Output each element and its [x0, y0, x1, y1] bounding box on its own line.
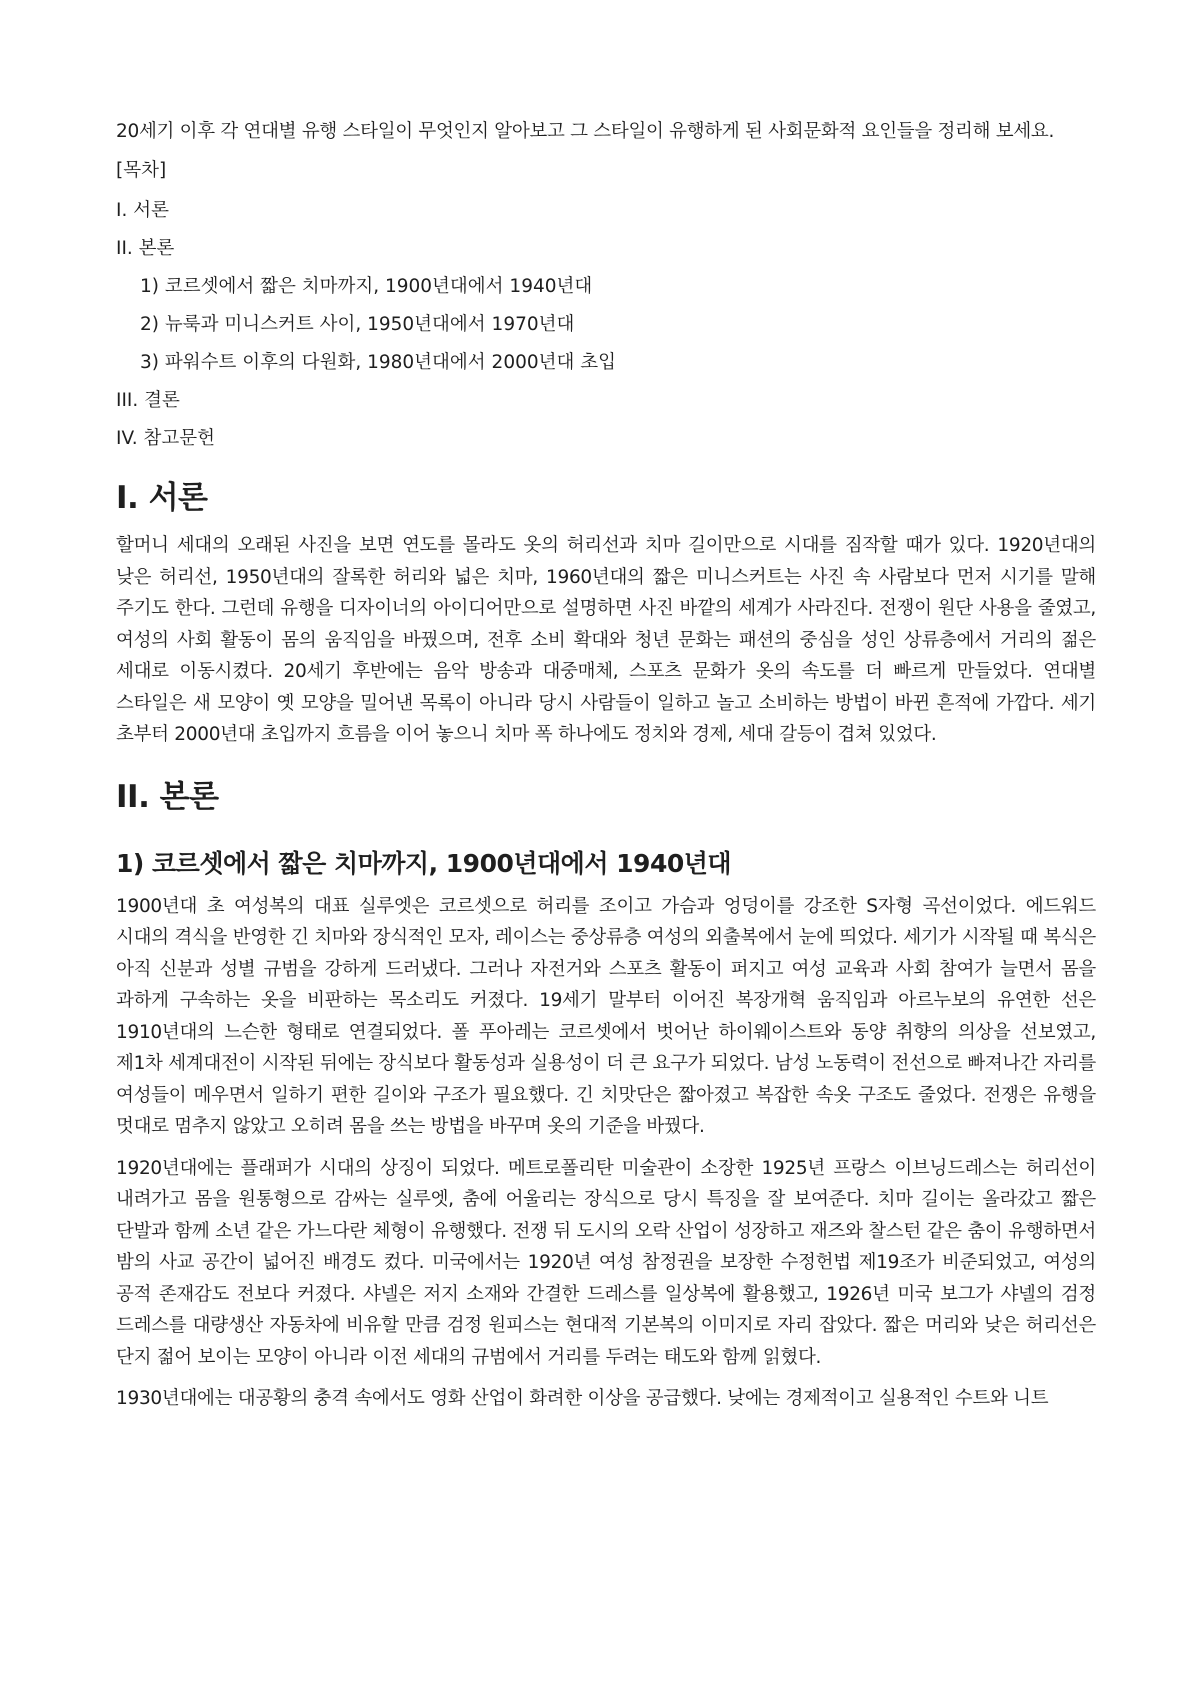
intro-paragraph: 할머니 세대의 오래된 사진을 보면 연도를 몰라도 옷의 허리선과 치마 길이만으로 시대를 짐작할 때가 있다. 1920년대의 낮은 허리선, 1950년대의 잘록한 허리와 넓은 치마, 1960년대의 짧은 미니스커트는 사진 속 사람보다 먼저 시기를 말해 주기도 한다. 그런데 유행을 디자이너의 아이디어만으로 설명하면 사진 바깥의 세계가 사라진다. 전쟁이 원단 사용을 줄였고, 여성의 사회 활동이 몸의 움직임을 바꿨으며, 전후 소비 확대와 청년 문화는 패션의 중심을 성인 상류층에서 거리의 젊은 세대로 이동시켰다. 20세기 후반에는 음악 방송과 대중매체, 스포츠 문화가 옷의 속도를 더 빠르게 만들었다. 연대별 스타일은 새 모양이 옛 모양을 밀어낸 목록이 아니라 당시 사람들이 일하고 놀고 소비하는 방법이 바뀐 흔적에 가깝다. 세기 초부터 2000년대 초입까지 흐름을 이어 놓으니 치마 폭 하나에도 정치와 경제, 세대 갈등이 겹쳐 있었다.	[116, 535, 1096, 745]
subsection-1-heading: 1) 코르셋에서 짧은 치마까지, 1900년대에서 1940년대	[116, 848, 732, 878]
subsection-1-paragraph-3: 1930년대에는 대공황의 충격 속에서도 영화 산업이 화려한 이상을 공급했다. 낮에는 경제적이고 실용적인 수트와 니트	[116, 1388, 1049, 1409]
toc-item-body	[116, 236, 1096, 262]
toc-sub-group	[116, 274, 1096, 376]
toc-item-intro: I. 서론	[116, 200, 169, 221]
intro-heading: I. 서론	[116, 480, 208, 516]
toc-sub-item-1: 1) 코르셋에서 짧은 치마까지, 1900년대에서 1940년대	[140, 276, 593, 297]
assignment-question: 20세기 이후 각 연대별 유행 스타일이 무엇인지 알아보고 그 스타일이 유행하게 된 사회문화적 요인들을 정리해 보세요.	[116, 121, 1055, 142]
table-of-contents	[116, 158, 1096, 452]
toc-sub-item-3: 3) 파워수트 이후의 다원화, 1980년대에서 2000년대 초입	[140, 352, 616, 373]
toc-sub-item-2: 2) 뉴룩과 미니스커트 사이, 1950년대에서 1970년대	[140, 314, 575, 335]
toc-item-references: IV. 참고문헌	[116, 428, 215, 449]
toc-item-conclusion: III. 결론	[116, 390, 180, 411]
toc-item-body-label: II. 본론	[116, 238, 175, 259]
body-heading: II. 본론	[116, 778, 219, 815]
toc-sub-list	[116, 274, 1096, 376]
toc-list	[116, 198, 1096, 452]
subsection-1-paragraph-2: 1920년대에는 플래퍼가 시대의 상징이 되었다. 메트로폴리탄 미술관이 소장한 1925년 프랑스 이브닝드레스는 허리선이 내려가고 몸을 원통형으로 감싸는 실루엣, 춤에 어울리는 장식으로 당시 특징을 잘 보여준다. 치마 길이는 올라갔고 짧은 단발과 함께 소년 같은 가느다란 체형이 유행했다. 전쟁 뒤 도시의 오락 산업이 성장하고 재즈와 찰스턴 같은 춤이 유행하면서 밤의 사교 공간이 넓어진 배경도 컸다. 미국에서는 1920년 여성 참정권을 보장한 수정헌법 제19조가 비준되었고, 여성의 공적 존재감도 전보다 커졌다. 샤넬은 저지 소재와 간결한 드레스를 일상복에 활용했고, 1926년 미국 보그가 샤넬의 검정 드레스를 대량생산 자동차에 비유할 만큼 검정 원피스는 현대적 기본복의 이미지로 자리 잡았다. 짧은 머리와 낮은 허리선은 단지 젊어 보이는 모양이 아니라 이전 세대의 규범에서 거리를 두려는 태도와 함께 읽혔다.	[116, 1157, 1096, 1368]
toc-title: [목차]	[116, 160, 167, 181]
subsection-1-paragraph-1: 1900년대 초 여성복의 대표 실루엣은 코르셋으로 허리를 조이고 가슴과 엉덩이를 강조한 S자형 곡선이었다. 에드워드 시대의 격식을 반영한 긴 치마와 장식적인 모자, 레이스는 중상류층 여성의 외출복에서 눈에 띄었다. 세기가 시작될 때 복식은 아직 신분과 성별 규범을 강하게 드러냈다. 그러나 자전거와 스포츠 활동이 퍼지고 여성 교육과 사회 참여가 늘면서 몸을 과하게 구속하는 옷을 비판하는 목소리도 커졌다. 19세기 말부터 이어진 복장개혁 움직임과 아르누보의 유연한 선은 1910년대의 느슨한 형태로 연결되었다. 폴 푸아레는 코르셋에서 벗어난 하이웨이스트와 동양 취향의 의상을 선보였고, 제1차 세계대전이 시작된 뒤에는 장식보다 활동성과 실용성이 더 큰 요구가 되었다. 남성 노동력이 전선으로 빠져나간 자리를 여성들이 메우면서 일하기 편한 길이와 구조가 필요했다. 긴 치맛단은 짧아졌고 복잡한 속옷 구조도 줄었다. 전쟁은 유행을 멋대로 멈추지 않았고 오히려 몸을 쓰는 방법을 바꾸며 옷의 기준을 바꿨다.	[116, 895, 1096, 1137]
document-page	[116, 118, 1096, 1678]
